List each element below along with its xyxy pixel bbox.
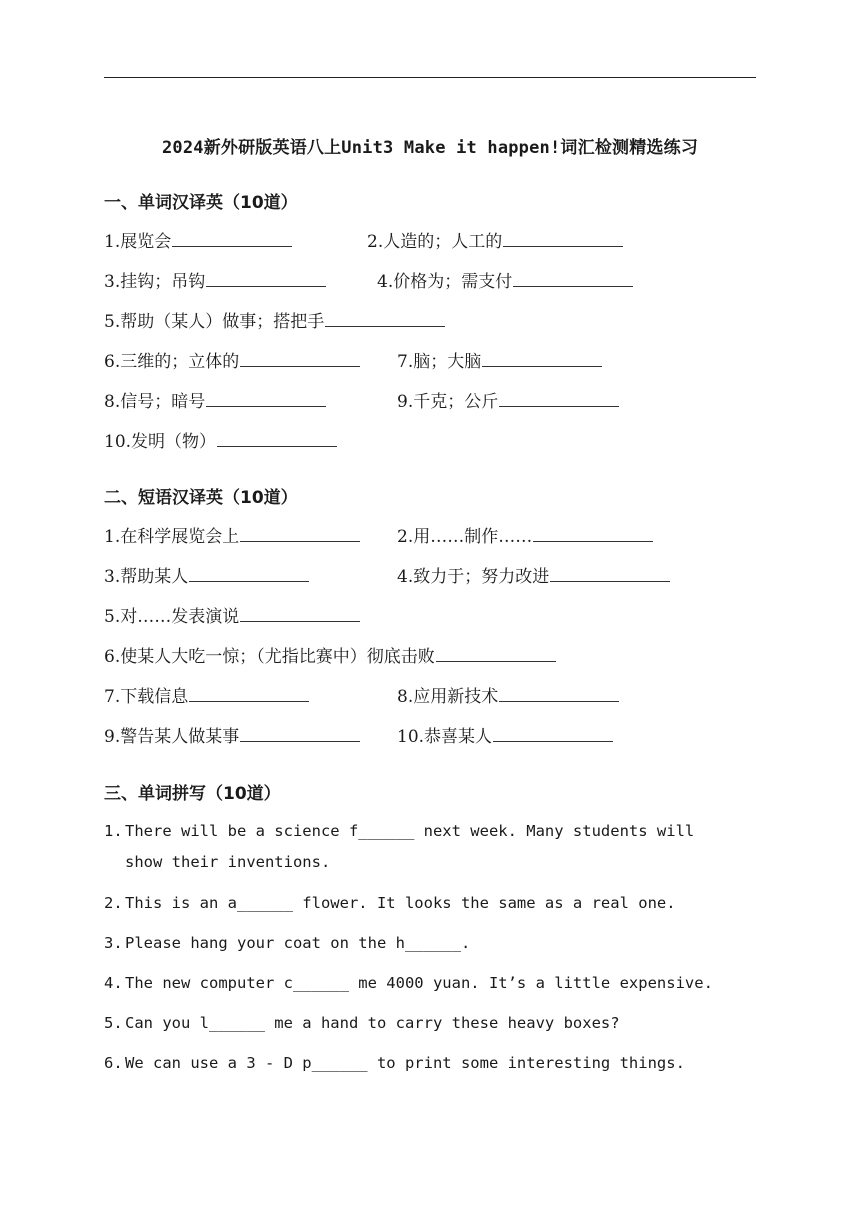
s2-item-9-label: 9.警告某人做某事 — [104, 727, 240, 747]
s2-item-6 — [104, 644, 556, 668]
answer-blank[interactable] — [189, 684, 309, 702]
s1-item-1-label: 1.展览会 — [104, 232, 172, 252]
answer-blank[interactable] — [493, 724, 613, 742]
s2-item-4-label: 4.致力于；努力改进 — [397, 567, 550, 587]
s3-item-5 — [104, 1012, 620, 1034]
s3-item-1-continuation: show their inventions. — [125, 853, 331, 871]
s2-item-1-label: 1.在科学展览会上 — [104, 527, 240, 547]
s3-item-1-number: 1. — [104, 822, 123, 840]
s1-item-10-label: 10.发明（物） — [104, 432, 217, 452]
s2-item-10-label: 10.恭喜某人 — [397, 727, 493, 747]
answer-blank[interactable] — [217, 429, 337, 447]
answer-blank[interactable] — [172, 229, 292, 247]
s2-item-4 — [397, 564, 670, 588]
answer-blank[interactable] — [325, 309, 445, 327]
answer-blank[interactable] — [206, 269, 326, 287]
s1-item-2-label: 2.人造的；人工的 — [367, 232, 503, 252]
s1-item-3-label: 3.挂钩；吊钩 — [104, 272, 206, 292]
s3-item-1 — [104, 820, 694, 842]
s3-item-2-number: 2. — [104, 894, 123, 912]
answer-blank[interactable] — [240, 604, 360, 622]
s2-item-9 — [104, 724, 360, 748]
answer-blank[interactable] — [482, 349, 602, 367]
s3-item-4-number: 4. — [104, 974, 123, 992]
answer-blank[interactable] — [189, 564, 309, 582]
header-rule — [104, 77, 756, 78]
answer-blank[interactable] — [436, 644, 556, 662]
s2-item-2 — [397, 524, 653, 548]
s2-item-10 — [397, 724, 613, 748]
s1-item-10 — [104, 429, 337, 453]
answer-blank[interactable] — [206, 389, 326, 407]
s2-item-3-label: 3.帮助某人 — [104, 567, 189, 587]
answer-blank[interactable] — [240, 524, 360, 542]
s1-item-1 — [104, 229, 292, 253]
section-3-heading: 三、单词拼写（10道） — [104, 784, 281, 804]
s1-item-8 — [104, 389, 326, 413]
s1-item-5-label: 5.帮助（某人）做事；搭把手 — [104, 312, 325, 332]
s3-item-1-text: There will be a science f______ next week. Many students will — [125, 822, 695, 840]
s3-item-2 — [104, 892, 676, 914]
s3-item-4 — [104, 972, 713, 994]
answer-blank[interactable] — [503, 229, 623, 247]
s1-item-7 — [397, 349, 602, 373]
s2-item-8 — [397, 684, 619, 708]
s2-item-7-label: 7.下载信息 — [104, 687, 189, 707]
answer-blank[interactable] — [533, 524, 653, 542]
answer-blank[interactable] — [240, 724, 360, 742]
s2-item-5 — [104, 604, 360, 628]
s3-item-5-text: Can you l______ me a hand to carry these heavy boxes? — [125, 1014, 620, 1032]
s1-item-4 — [377, 269, 633, 293]
s2-item-2-label: 2.用……制作…… — [397, 527, 533, 547]
answer-blank[interactable] — [240, 349, 360, 367]
s3-item-4-text: The new computer c______ me 4000 yuan. It’s a little expensive. — [125, 974, 713, 992]
s3-item-6-text: We can use a 3 - D p______ to print some interesting things. — [125, 1054, 685, 1072]
s3-item-6-number: 6. — [104, 1054, 123, 1072]
s1-item-5 — [104, 309, 445, 333]
s2-item-1 — [104, 524, 360, 548]
s3-item-6 — [104, 1052, 685, 1074]
answer-blank[interactable] — [499, 389, 619, 407]
answer-blank[interactable] — [513, 269, 633, 287]
s1-item-6-label: 6.三维的；立体的 — [104, 352, 240, 372]
s1-item-9-label: 9.千克；公斤 — [397, 392, 499, 412]
s3-item-3-number: 3. — [104, 934, 123, 952]
answer-blank[interactable] — [499, 684, 619, 702]
s1-item-4-label: 4.价格为；需支付 — [377, 272, 513, 292]
s1-item-2 — [367, 229, 623, 253]
s1-item-7-label: 7.脑；大脑 — [397, 352, 482, 372]
s2-item-7 — [104, 684, 309, 708]
section-1-heading: 一、单词汉译英（10道） — [104, 193, 298, 213]
answer-blank[interactable] — [550, 564, 670, 582]
s1-item-9 — [397, 389, 619, 413]
s2-item-3 — [104, 564, 309, 588]
worksheet-title: 2024新外研版英语八上Unit3 Make it happen!词汇检测精选练习 — [161, 138, 699, 158]
section-2-heading: 二、短语汉译英（10道） — [104, 488, 298, 508]
s3-item-3-text: Please hang your coat on the h______. — [125, 934, 471, 952]
s1-item-8-label: 8.信号；暗号 — [104, 392, 206, 412]
s3-item-2-text: This is an a______ flower. It looks the same as a real one. — [125, 894, 676, 912]
s2-item-5-label: 5.对……发表演说 — [104, 607, 240, 627]
s2-item-6-label: 6.使某人大吃一惊；（尤指比赛中）彻底击败 — [104, 647, 435, 667]
s1-item-6 — [104, 349, 360, 373]
s3-item-5-number: 5. — [104, 1014, 123, 1032]
s3-item-3 — [104, 932, 470, 954]
s2-item-8-label: 8.应用新技术 — [397, 687, 499, 707]
s1-item-3 — [104, 269, 326, 293]
